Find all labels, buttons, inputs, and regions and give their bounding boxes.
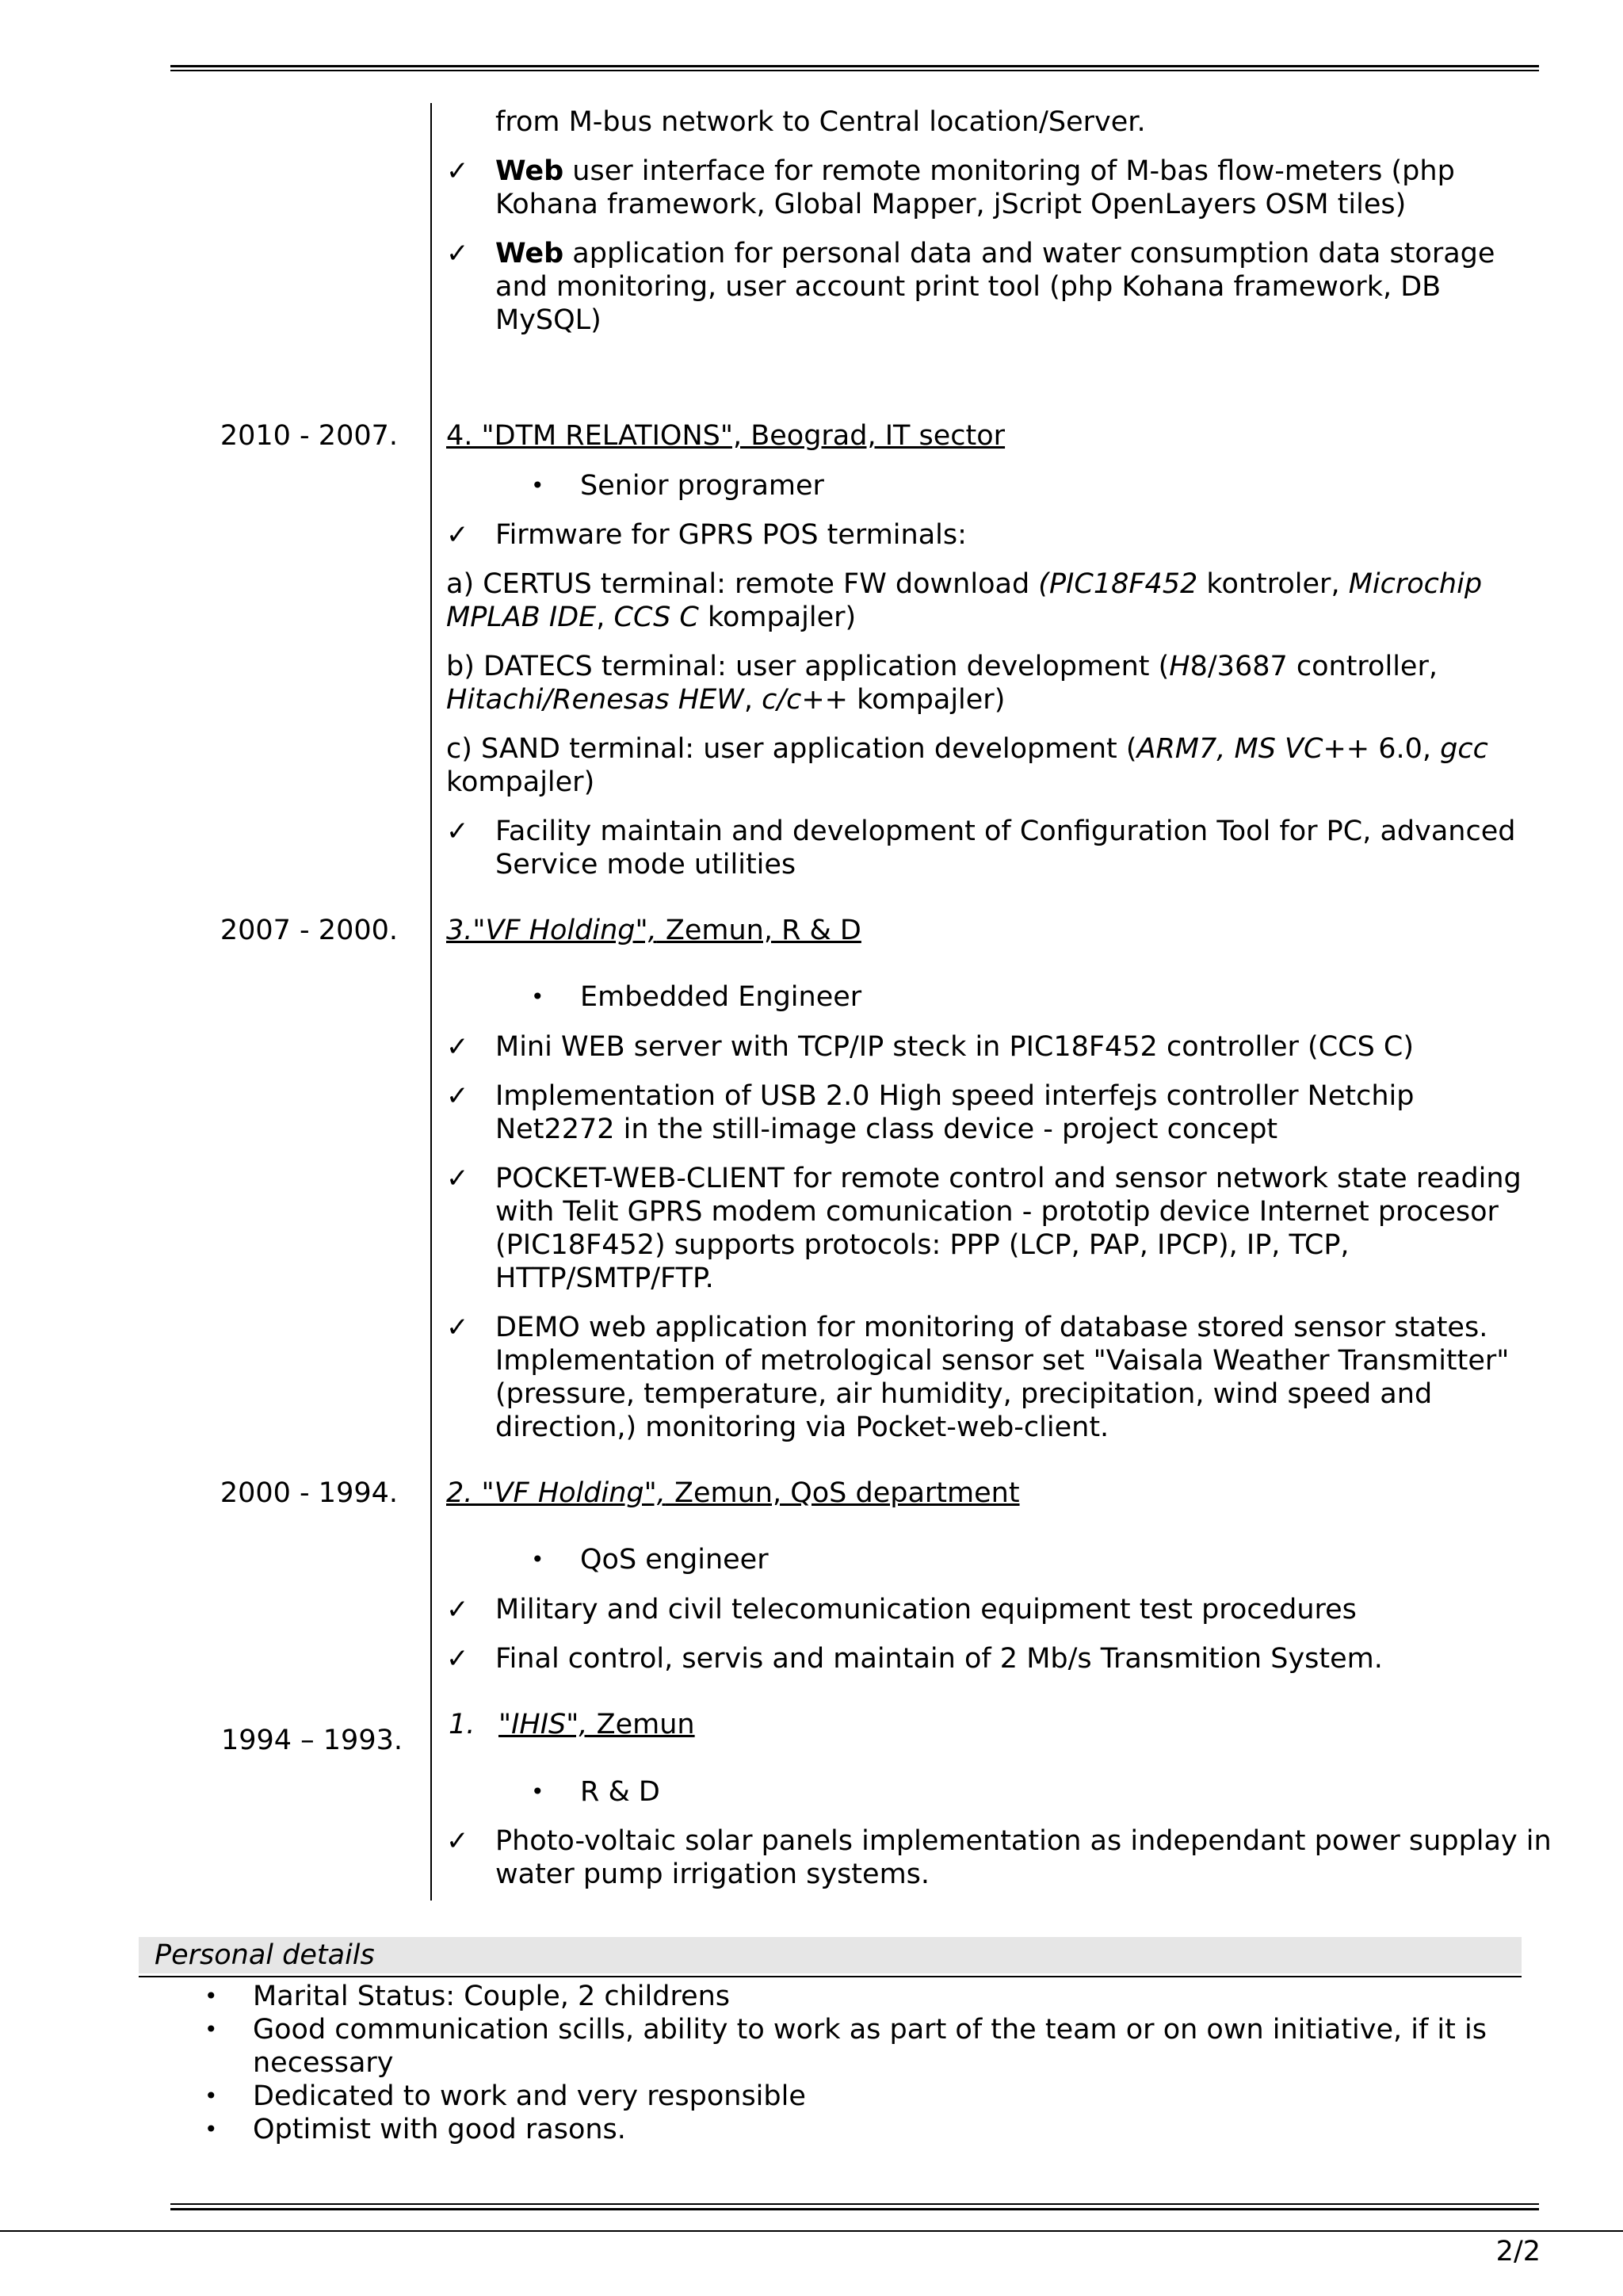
bullet-icon: • — [531, 1778, 544, 1805]
list-item: Implementation of USB 2.0 High speed interfejs controller Netchip — [495, 1080, 1415, 1112]
job-role: Senior programer — [580, 470, 824, 502]
list-item-cont: Net2272 in the still-image class device - project concept — [495, 1114, 1278, 1145]
list-item: Final control, servis and maintain of 2 Mb/s Transmition System. — [495, 1643, 1383, 1675]
check-icon: ✓ — [446, 1080, 469, 1112]
job-date: 2000 - 1994. — [220, 1477, 398, 1509]
list-item: Web application for personal data and water consumption data storage — [495, 238, 1495, 269]
check-icon: ✓ — [446, 816, 469, 847]
sub-item-a: a) CERTUS terminal: remote FW download (PIC18F452 kontroler, Microchip — [446, 568, 1483, 600]
continuation-line: from M-bus network to Central location/Server. — [495, 106, 1146, 138]
sub-item-b: b) DATECS terminal: user application development (H8/3687 controller, — [446, 651, 1438, 682]
bullet-icon: • — [204, 2016, 218, 2042]
job-role: R & D — [580, 1776, 660, 1808]
bullet-icon: • — [204, 2083, 218, 2109]
list-item-cont: Service mode utilities — [495, 849, 796, 881]
check-icon: ✓ — [446, 1163, 469, 1194]
timeline-divider — [430, 103, 432, 1901]
top-rule — [170, 65, 1539, 67]
job-title: 3."VF Holding", Zemun, R & D — [446, 915, 861, 946]
bullet-icon: • — [531, 984, 544, 1010]
check-icon: ✓ — [446, 238, 469, 269]
list-item: Dedicated to work and very responsible — [253, 2080, 806, 2112]
job-date: 1994 – 1993. — [220, 1725, 403, 1756]
job-role: QoS engineer — [580, 1544, 769, 1576]
sub-item-c: c) SAND terminal: user application development (ARM7, MS VC++ 6.0, gcc — [446, 733, 1488, 765]
list-item: POCKET-WEB-CLIENT for remote control and sensor network state reading — [495, 1163, 1522, 1194]
list-item-cont: necessary — [253, 2047, 394, 2079]
check-icon: ✓ — [446, 155, 469, 187]
check-icon: ✓ — [446, 1312, 469, 1343]
list-item: DEMO web application for monitoring of database stored sensor states. — [495, 1312, 1488, 1343]
sub-item-b-cont: Hitachi/Renesas HEW, c/c++ kompajler) — [446, 684, 1006, 716]
page-number: 2/2 — [1495, 2236, 1541, 2267]
bullet-icon: • — [204, 1983, 218, 2009]
job-title: 4. "DTM RELATIONS", Beograd, IT sector — [446, 420, 1006, 452]
job-date: 2010 - 2007. — [220, 420, 398, 452]
list-item: Mini WEB server with TCP/IP steck in PIC18F452 controller (CCS C) — [495, 1031, 1415, 1063]
sub-item-a-cont: MPLAB IDE, CCS C kompajler) — [446, 602, 857, 633]
list-item: Web user interface for remote monitoring of M-bas flow-meters (php — [495, 155, 1455, 187]
list-item-cont: (pressure, temperature, air humidity, precipitation, wind speed and — [495, 1378, 1433, 1410]
list-item-cont: and monitoring, user account print tool (php Kohana framework, DB — [495, 271, 1442, 303]
list-item: Firmware for GPRS POS terminals: — [495, 519, 967, 551]
section-title: Personal details — [155, 1939, 375, 1971]
check-icon: ✓ — [446, 1031, 469, 1063]
list-item-cont: water pump irrigation systems. — [495, 1859, 930, 1890]
sub-item-c-cont: kompajler) — [446, 766, 595, 798]
top-rule-thin — [170, 70, 1539, 71]
list-item-cont: (PIC18F452) supports protocols: PPP (LCP, PAP, IPCP), IP, TCP, — [495, 1229, 1350, 1261]
list-item: Good communication scills, ability to work as part of the team or on own initiative, if it is — [253, 2014, 1487, 2046]
list-item: Optimist with good rasons. — [253, 2114, 626, 2145]
check-icon: ✓ — [446, 1643, 469, 1675]
job-title: 2. "VF Holding", Zemun, QoS department — [446, 1477, 1020, 1509]
list-item-cont: Implementation of metrological sensor set "Vaisala Weather Transmitter" — [495, 1345, 1510, 1377]
check-icon: ✓ — [446, 1594, 469, 1626]
job-role: Embedded Engineer — [580, 981, 862, 1013]
list-item-cont: with Telit GPRS modem comunication - prototip device Internet procesor — [495, 1196, 1499, 1228]
list-item-cont: MySQL) — [495, 304, 601, 336]
check-icon: ✓ — [446, 519, 469, 551]
list-item-cont: HTTP/SMTP/FTP. — [495, 1263, 714, 1294]
footer-rule — [0, 2230, 1623, 2232]
check-icon: ✓ — [446, 1825, 469, 1857]
bullet-icon: • — [204, 2116, 218, 2142]
job-number: 1. — [449, 1709, 475, 1740]
bullet-icon: • — [531, 472, 544, 499]
list-item: Marital Status: Couple, 2 childrens — [253, 1981, 731, 2012]
list-item: Photo-voltaic solar panels implementation as independant power supplay in — [495, 1825, 1552, 1857]
job-date: 2007 - 2000. — [220, 915, 398, 946]
list-item: Military and civil telecomunication equipment test procedures — [495, 1594, 1357, 1626]
list-item-cont: direction,) monitoring via Pocket-web-client. — [495, 1412, 1109, 1443]
bottom-rule-thin — [170, 2203, 1539, 2205]
list-item: Facility maintain and development of Configuration Tool for PC, advanced — [495, 816, 1516, 847]
section-rule — [139, 1976, 1522, 1977]
bullet-icon: • — [531, 1546, 544, 1572]
job-title: "IHIS", Zemun — [498, 1709, 695, 1740]
bottom-rule — [170, 2208, 1539, 2210]
list-item-cont: Kohana framework, Global Mapper, jScript OpenLayers OSM tiles) — [495, 189, 1407, 220]
